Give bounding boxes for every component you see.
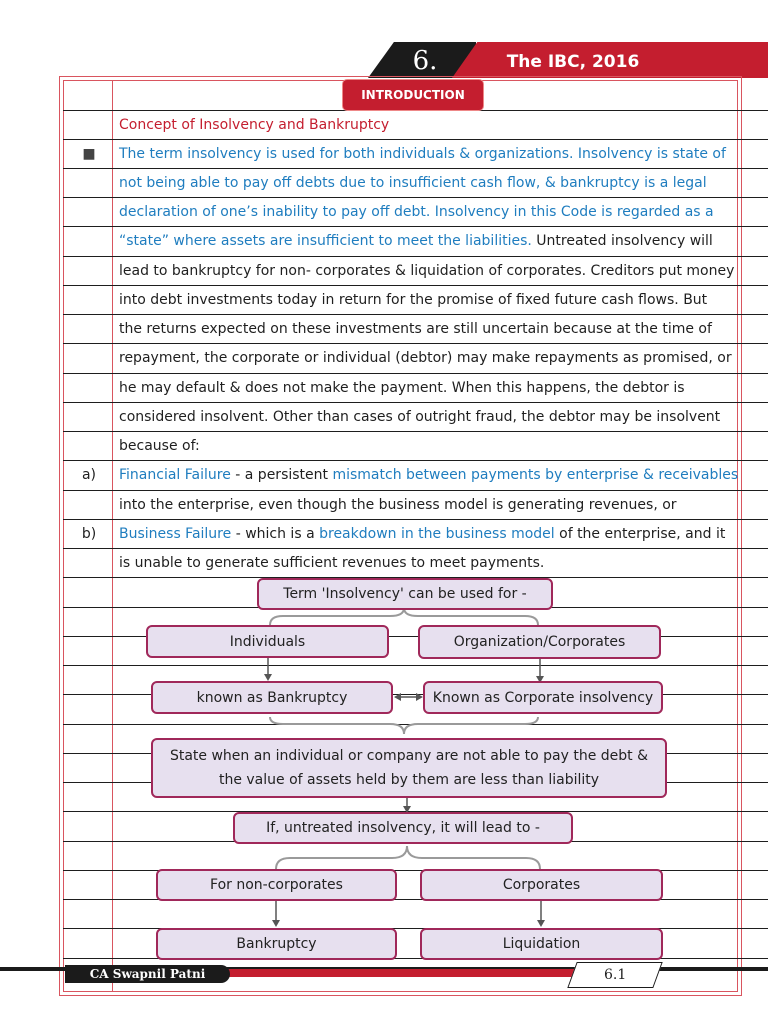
flow-box-liquidation: Liquidation <box>420 928 663 960</box>
flow-box-corporates: Corporates <box>420 869 663 901</box>
bullet-marker: ■ <box>82 146 96 162</box>
chapter-number: 6. <box>412 46 438 76</box>
body-text: of the enterprise, and it <box>554 526 726 542</box>
flow-box-non-corporates: For non-corporates <box>156 869 397 901</box>
section-label-introduction: INTRODUCTION <box>343 80 483 110</box>
arrow-head <box>537 920 545 927</box>
paragraph-line: he may default & does not make the payment. When this happens, the debtor is <box>119 380 685 396</box>
flow-box-organizations: Organization/Corporates <box>418 625 661 659</box>
body-text: Untreated insolvency will <box>531 233 713 249</box>
body-text: - a persistent <box>230 467 333 483</box>
paragraph-line: into the enterprise, even though the business model is generating revenues, or <box>119 497 677 513</box>
paragraph-line: repayment, the corporate or individual (debtor) may make repayments as promised, or <box>119 350 732 366</box>
flow-box-insolvency-use: Term 'Insolvency' can be used for - <box>257 578 553 610</box>
chapter-title: The IBC, 2016 <box>506 52 640 72</box>
paragraph-line: declaration of one’s inability to pay off debt. Insolvency in this Code is regarded as a <box>119 204 714 220</box>
flow-box-bankruptcy: Bankruptcy <box>156 928 397 960</box>
paragraph-line: is unable to generate sufficient revenues to meet payments. <box>119 555 545 571</box>
brace-middle <box>270 717 538 734</box>
paragraph-line: the returns expected on these investments are still uncertain because at the time of <box>119 321 712 337</box>
flow-box-known-bankruptcy: known as Bankruptcy <box>151 681 393 714</box>
paragraph-line: because of: <box>119 438 200 454</box>
highlight-text: mismatch between payments by enterprise & receivables <box>332 467 739 483</box>
arrow-head <box>272 920 280 927</box>
paragraph-line: into debt investments today in return for the promise of fixed future cash flows. But <box>119 292 708 308</box>
paragraph-line: The term insolvency is used for both individuals & organizations. Insolvency is state of <box>119 146 726 162</box>
paragraph-line: not being able to pay off debts due to insufficient cash flow, & bankruptcy is a legal <box>119 175 707 191</box>
brace-bottom <box>276 846 540 869</box>
flow-box-known-corporate-insolvency: Known as Corporate insolvency <box>423 681 663 714</box>
term-business-failure: Business Failure <box>119 526 232 542</box>
flow-box-state-definition <box>151 738 667 798</box>
state-line-2: the value of assets held by them are less than liability <box>218 772 600 788</box>
brace-top <box>270 608 538 625</box>
paragraph-line: lead to bankruptcy for non- corporates & liquidation of corporates. Creditors put money <box>119 263 735 279</box>
arrow-head <box>264 674 272 681</box>
page-number-box <box>567 962 662 988</box>
state-line-1: State when an individual or company are not able to pay the debt & <box>169 748 649 764</box>
flow-box-individuals: Individuals <box>146 625 389 658</box>
paragraph-line: considered insolvent. Other than cases of outright fraud, the debtor may be insolvent <box>119 409 721 425</box>
list-marker-b: b) <box>81 526 97 542</box>
flow-box-untreated: If, untreated insolvency, it will lead to - <box>233 812 573 844</box>
list-marker-a: a) <box>81 467 97 483</box>
highlight-text: “state” where assets are insufficient to meet the liabilities. <box>119 233 532 249</box>
term-financial-failure: Financial Failure <box>119 467 231 483</box>
footer-author: CA Swapnil Patni <box>65 965 230 983</box>
arrow-head <box>416 693 423 701</box>
highlight-text: breakdown in the business model <box>319 526 555 542</box>
concept-heading: Concept of Insolvency and Bankruptcy <box>119 117 390 133</box>
arrow-head <box>394 693 401 701</box>
body-text: - which is a <box>231 526 320 542</box>
page-number: 6.1 <box>603 967 627 983</box>
